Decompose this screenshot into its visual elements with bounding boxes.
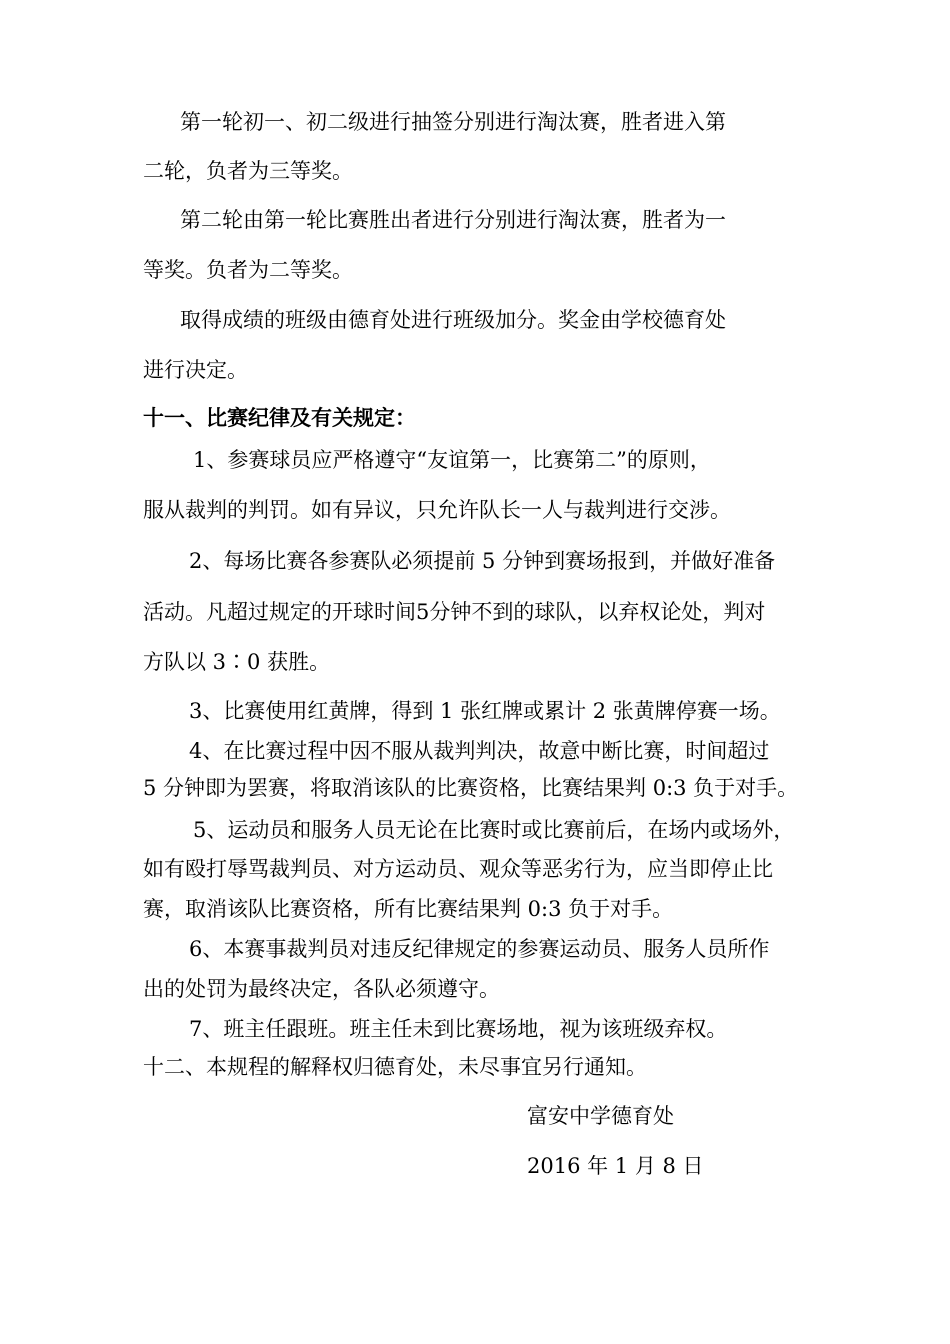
p1-line1: 第一轮初一、初二级进行抽签分别进行淘汰赛，胜者进入第 (180, 110, 726, 134)
rule-6-line2: 出的处罚为最终决定，各队必须遵守。 (143, 977, 500, 1001)
signature-organization: 富安中学德育处 (527, 1104, 674, 1128)
rule-1-line1: 1、参赛球员应严格遵守“友谊第一，比赛第二”的原则， (193, 448, 711, 472)
p3-line1: 取得成绩的班级由德育处进行班级加分。奖金由学校德育处 (180, 308, 726, 332)
rule-7-line1: 7、班主任跟班。班主任未到比赛场地，视为该班级弃权。 (189, 1017, 728, 1041)
signature-date: 2016 年 1 月 8 日 (527, 1154, 704, 1178)
rule-5-line3: 赛，取消该队比赛资格，所有比赛结果判 0:3 负于对手。 (143, 897, 674, 921)
rule-5-line1: 5、运动员和服务人员无论在比赛时或比赛前后，在场内或场外， (193, 818, 795, 842)
p3-line2: 进行决定。 (143, 358, 248, 382)
rule-5-line2: 如有殴打辱骂裁判员、对方运动员、观众等恶劣行为，应当即停止比 (143, 857, 773, 881)
section-11-heading: 十一、比赛纪律及有关规定： (143, 405, 416, 430)
rule-2-line3: 方队以 3∶0 获胜。 (143, 650, 331, 674)
p2-line1: 第二轮由第一轮比赛胜出者进行分别进行淘汰赛，胜者为一 (180, 208, 726, 232)
rule-4-line1: 4、在比赛过程中因不服从裁判判决，故意中断比赛，时间超过 (189, 739, 770, 763)
p2-line2: 等奖。负者为二等奖。 (143, 258, 353, 282)
section-12-text: 十二、本规程的解释权归德育处，未尽事宜另行通知。 (143, 1055, 647, 1079)
rule-1-line2: 服从裁判的判罚。如有异议，只允许队长一人与裁判进行交涉。 (143, 498, 731, 522)
rule-6-line1: 6、本赛事裁判员对违反纪律规定的参赛运动员、服务人员所作 (189, 937, 770, 961)
rule-4-line2: 5 分钟即为罢赛，将取消该队的比赛资格，比赛结果判 0:3 负于对手。 (143, 776, 799, 800)
rule-3-line1: 3、比赛使用红黄牌，得到 1 张红牌或累计 2 张黄牌停赛一场。 (189, 699, 781, 723)
p1-line2: 二轮，负者为三等奖。 (143, 159, 353, 183)
rule-2-line2: 活动。凡超过规定的开球时间5分钟不到的球队，以弃权论处，判对 (143, 600, 766, 624)
rule-2-line1: 2、每场比赛各参赛队必须提前 5 分钟到赛场报到，并做好准备 (189, 549, 776, 573)
